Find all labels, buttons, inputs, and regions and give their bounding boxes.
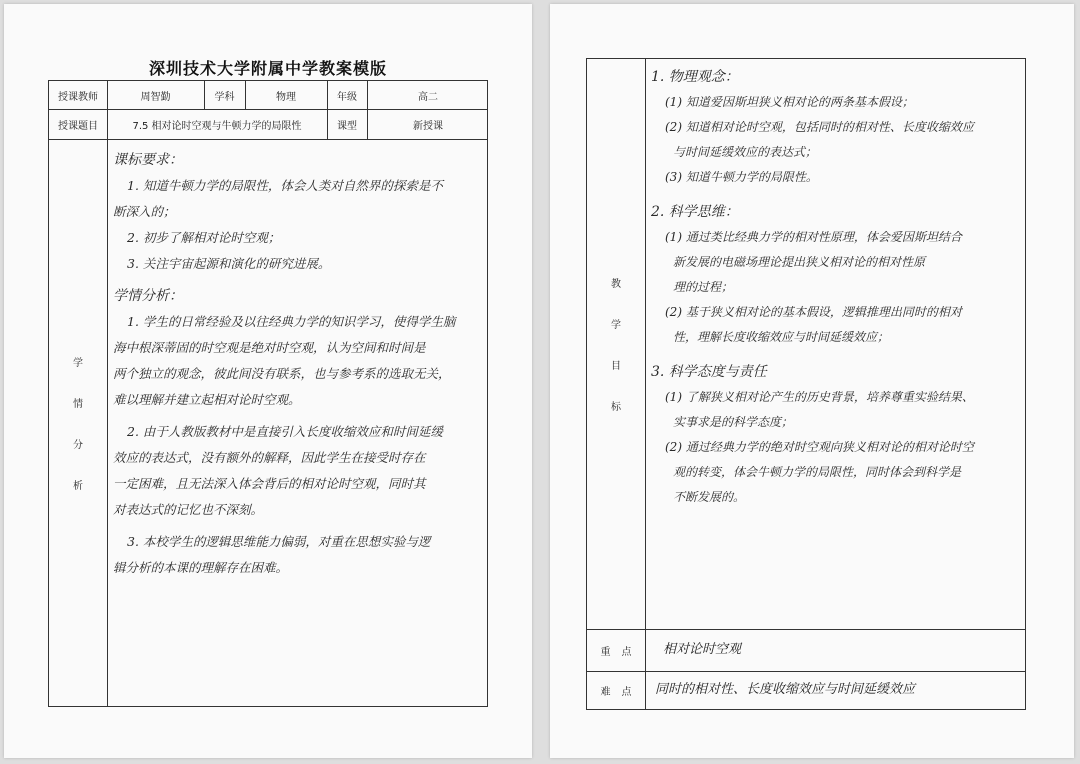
text-line: 效应的表达式，没有额外的解释，因此学生在接受时存在 <box>113 450 426 465</box>
text-line: (2) 知道相对论时空观，包括同时的相对性、长度收缩效应 <box>665 120 974 134</box>
topic-label: 授课题目 <box>58 120 98 132</box>
key-point-value: 相对论时空观 <box>663 642 742 657</box>
text-line: 与时间延缓效应的表达式； <box>673 145 818 159</box>
analysis-content <box>113 147 485 581</box>
text-line: 一定困难，且无法深入体会背后的相对论时空观，同时其 <box>113 476 426 491</box>
text-line: 实事求是的科学态度； <box>673 415 794 429</box>
objective-heading: 2. 科学思维： <box>651 204 739 220</box>
text-line: (3) 知道牛顿力学的局限性。 <box>665 170 818 184</box>
text-line: 辑分析的本课的理解存在困难。 <box>113 560 289 575</box>
subject-value: 物理 <box>276 91 296 103</box>
label-char: 情 <box>73 398 83 410</box>
text-line: 2. 由于人教版教材中是直接引入长度收缩效应和时间延缓 <box>127 424 443 439</box>
objectives-content <box>651 65 1023 510</box>
text-line: 难以理解并建立起相对论时空观。 <box>113 392 301 407</box>
label-char: 难 <box>600 686 611 698</box>
text-line: 2. 初步了解相对论时空观； <box>127 230 281 245</box>
type-value: 新授课 <box>413 120 443 132</box>
label-char: 学 <box>611 320 621 331</box>
curriculum-heading: 课标要求： <box>113 152 183 168</box>
grade-value: 高二 <box>418 91 438 103</box>
text-line: 理的过程； <box>673 280 734 294</box>
analysis-section-label <box>49 139 107 706</box>
left-page <box>4 4 532 758</box>
text-line: (1) 了解狭义相对论产生的历史背景，培养尊重实验结果、 <box>665 390 974 404</box>
difficulty-label <box>587 671 645 709</box>
text-line: 观的转变，体会牛顿力学的局限性，同时体会到科学是 <box>673 465 962 479</box>
text-line: 3. 本校学生的逻辑思维能力偏弱，对重在思想实验与逻 <box>127 534 431 549</box>
text-line: 对表达式的记忆也不深刻。 <box>113 502 264 517</box>
objective-heading: 3. 科学态度与责任 <box>651 364 767 380</box>
document-title: 深圳技术大学附属中学教案模版 <box>148 59 387 78</box>
teacher-value: 周智勤 <box>140 91 171 103</box>
subject-label: 学科 <box>214 91 235 103</box>
label-char: 教 <box>611 279 621 290</box>
objectives-section-label <box>587 59 645 629</box>
text-line: 海中根深蒂固的时空观是绝对时空观，认为空间和时间是 <box>113 340 426 355</box>
text-line: 不断发展的。 <box>673 490 746 504</box>
label-char: 点 <box>621 686 632 698</box>
text-line: 两个独立的观念，彼此间没有联系，也与参考系的选取无关， <box>113 366 451 381</box>
label-char: 目 <box>611 361 621 372</box>
label-char: 学 <box>73 357 83 369</box>
teacher-label: 授课教师 <box>58 91 98 103</box>
label-char: 析 <box>73 480 83 492</box>
lesson-plan-table <box>48 80 488 707</box>
text-line: 3. 关注宇宙起源和演化的研究进展。 <box>127 256 331 271</box>
text-line: (1) 知道爱因斯坦狭义相对论的两条基本假设； <box>665 95 914 109</box>
text-line: (1) 通过类比经典力学的相对性原理，体会爱因斯坦结合 <box>665 230 962 244</box>
text-line: (2) 基于狭义相对论的基本假设，逻辑推理出同时的相对 <box>665 305 962 319</box>
grade-label: 年级 <box>337 91 357 103</box>
text-line: 断深入的； <box>113 204 176 219</box>
label-char: 重 <box>600 646 611 658</box>
objective-heading: 1. 物理观念： <box>651 69 739 85</box>
text-line: 1. 知道牛顿力学的局限性，体会人类对自然界的探索是不 <box>127 178 443 193</box>
right-page <box>550 4 1074 758</box>
label-char: 点 <box>621 646 632 658</box>
difficulty-value: 同时的相对性、长度收缩效应与时间延缓效应 <box>655 682 916 697</box>
text-line: (2) 通过经典力学的绝对时空观向狭义相对论的相对论时空 <box>665 440 974 454</box>
topic-value: 7.5 相对论时空观与牛顿力学的局限性 <box>132 120 302 132</box>
label-char: 分 <box>73 439 83 451</box>
text-line: 新发展的电磁场理论提出狭义相对论的相对性原 <box>673 255 926 269</box>
label-char: 标 <box>611 402 621 413</box>
analysis-heading: 学情分析： <box>113 288 183 304</box>
key-point-label <box>587 629 645 671</box>
type-label: 课型 <box>337 120 357 132</box>
text-line: 性，理解长度收缩效应与时间延缓效应； <box>673 330 890 344</box>
objectives-table <box>586 58 1026 710</box>
text-line: 1. 学生的日常经验及以往经典力学的知识学习，使得学生脑 <box>127 314 456 329</box>
